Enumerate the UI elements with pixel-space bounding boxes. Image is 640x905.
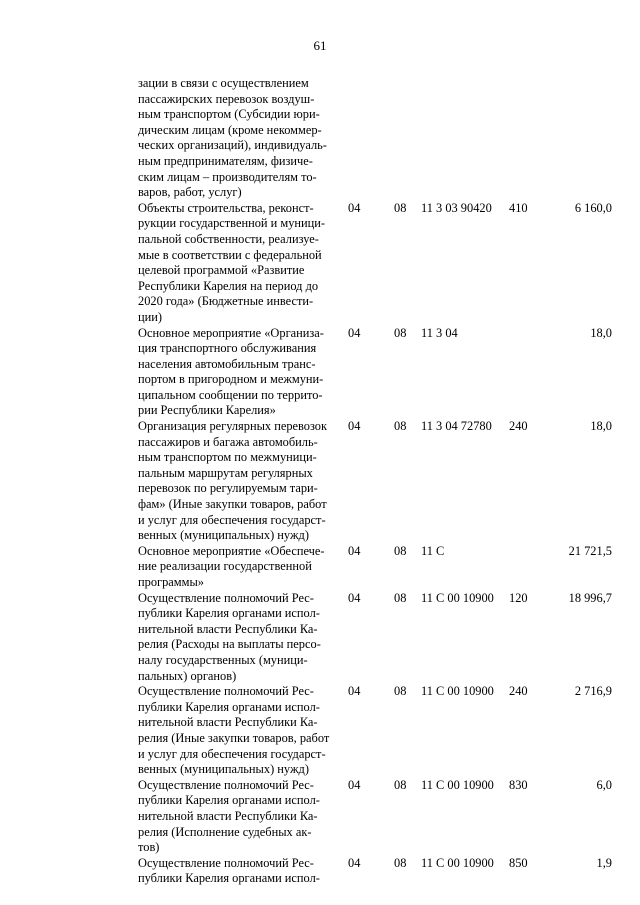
target-article-code: 11 С 00 10900: [421, 684, 494, 699]
section-code: 04: [348, 419, 361, 434]
expense-type-code: 850: [509, 855, 528, 870]
page-number: 61: [313, 38, 327, 53]
expense-name: зации в связи с осуществлением пассажирских перевозок воздуш- ным транспортом (Субсидии юри- дическим лицам (кроме некоммер- ческих организаций), индивидуаль- ным предпринимателям, физиче- ским лицам – производителям то- варов, работ, услуг): [138, 76, 327, 200]
target-article-code: 11 С 00 10900: [421, 777, 494, 792]
amount: 1,9: [596, 855, 612, 870]
target-article-code: 11 С: [421, 543, 445, 558]
amount: 18,0: [590, 419, 612, 434]
subsection-code: 08: [394, 590, 407, 605]
section-code: 04: [348, 200, 361, 215]
target-article-code: 11 3 04: [421, 325, 458, 340]
expense-type-code: 240: [509, 684, 528, 699]
section-code: 04: [348, 684, 361, 699]
table-row: [138, 326, 612, 420]
subsection-code: 08: [394, 684, 407, 699]
budget-table: [138, 76, 612, 887]
expense-name: Основное мероприятие «Обеспече- ние реализации государственной программы»: [138, 543, 325, 589]
table-row: [138, 778, 612, 856]
expense-name: Осуществление полномочий Рес- публики Карелия органами испол- нительной власти Республики Ка- релия (Расходы на выплаты персо- налу государственных (муници- пальных) органов): [138, 590, 321, 683]
amount: 18 996,7: [568, 590, 612, 605]
expense-type-code: 120: [509, 590, 528, 605]
subsection-code: 08: [394, 419, 407, 434]
expense-type-code: [509, 544, 549, 591]
amount: 21 721,5: [568, 543, 612, 558]
subsection-code: [394, 76, 421, 201]
expense-type-code: [509, 326, 549, 420]
expense-type-code: 240: [509, 419, 528, 434]
table-row: [138, 76, 612, 201]
subsection-code: 08: [394, 855, 407, 870]
target-article-code: 11 С 00 10900: [421, 855, 494, 870]
expense-name: Осуществление полномочий Рес- публики Карелия органами испол-: [138, 855, 320, 886]
section-code: 04: [348, 855, 361, 870]
table-row: [138, 856, 612, 887]
expense-name: Осуществление полномочий Рес- публики Карелия органами испол- нительной власти Республики Ка- релия (Исполнение судебных ак- тов): [138, 777, 320, 855]
table-row: [138, 419, 612, 544]
target-article-code: 11 С 00 10900: [421, 590, 494, 605]
table-row: [138, 201, 612, 326]
table-row: [138, 544, 612, 591]
expense-name: Организация регулярных перевозок пассажиров и багажа автомобиль- ным транспортом по межмуници- пальным маршрутам регулярных перевозок по регулируемым тари- фам» (Иные закупки товаров, работ и услуг для обеспечения государст- венных (муниципальных) нужд): [138, 419, 328, 543]
table-row: [138, 684, 612, 778]
target-article-code: 11 3 03 90420: [421, 200, 492, 215]
section-code: 04: [348, 325, 361, 340]
section-code: 04: [348, 590, 361, 605]
subsection-code: 08: [394, 543, 407, 558]
table-row: [138, 591, 612, 685]
expense-type-code: [509, 76, 549, 201]
expense-name: Основное мероприятие «Организа- ция транспортного обслуживания населения автомобильным транс- портом в пригородном и межмуни- ципальном сообщении по террито- рии Республики Карелия»: [138, 325, 324, 418]
subsection-code: 08: [394, 777, 407, 792]
expense-name: Осуществление полномочий Рес- публики Карелия органами испол- нительной власти Республики Ка- релия (Иные закупки товаров, работ и услуг для обеспечения государст- венных (муниципальных) нужд): [138, 684, 330, 777]
amount: 2 716,9: [574, 684, 612, 699]
amount: 6 160,0: [574, 200, 612, 215]
expense-type-code: 830: [509, 777, 528, 792]
section-code: 04: [348, 777, 361, 792]
expense-type-code: 410: [509, 200, 528, 215]
amount: [549, 76, 612, 201]
target-article-code: 11 3 04 72780: [421, 419, 492, 434]
target-article-code: [421, 76, 509, 201]
section-code: [344, 76, 394, 201]
section-code: 04: [348, 543, 361, 558]
subsection-code: 08: [394, 325, 407, 340]
amount: 18,0: [590, 325, 612, 340]
expense-name: Объекты строительства, реконст- рукции государственной и муници- пальной собственности, реализуе- мые в соответствии с федеральной целевой программой «Развитие Республики Карелия на период до 2020 года» (Бюджетные инвести- ции): [138, 200, 326, 324]
amount: 6,0: [596, 777, 612, 792]
subsection-code: 08: [394, 200, 407, 215]
